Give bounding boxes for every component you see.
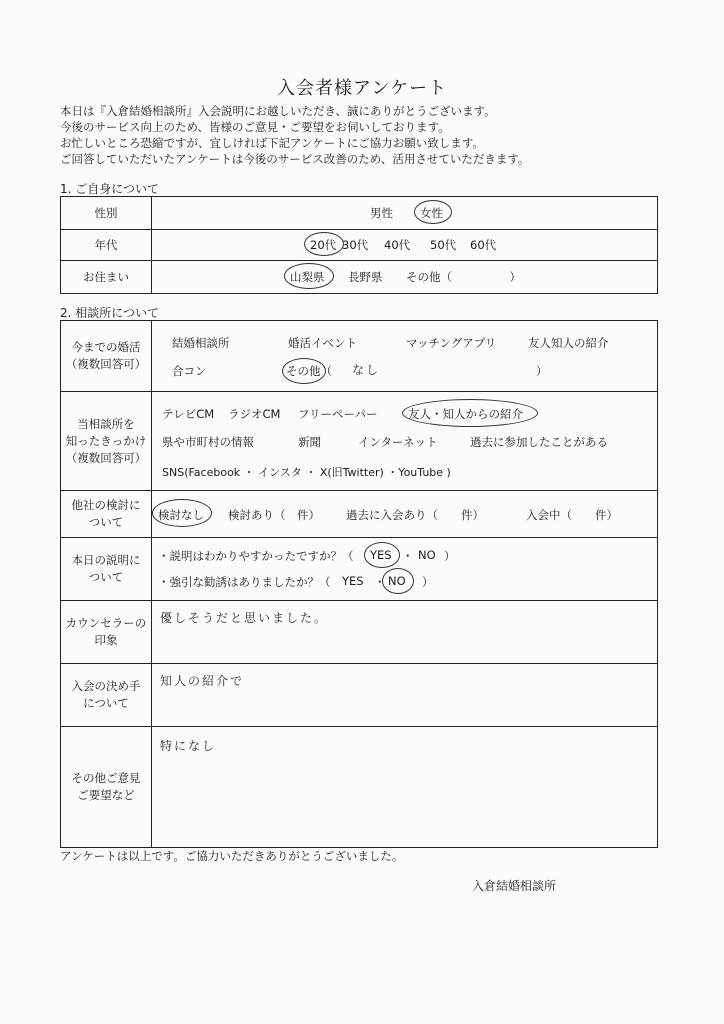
trigger-label-line3: （複数回答可） <box>65 450 147 465</box>
decision-label-line1: 入会の決め手 <box>71 679 141 693</box>
age-option-40s[interactable]: 40代 <box>384 238 411 252</box>
explanation-q1-no[interactable]: NO <box>418 548 436 562</box>
other-agency-option-none[interactable]: 検討なし <box>158 508 204 522</box>
past-option-event[interactable]: 婚活イベント <box>288 336 357 350</box>
trigger-option-past-event[interactable]: 過去に参加したことがある <box>470 435 608 449</box>
closing-message: アンケートは以上です。ご協力いただきありがとうございました。 <box>60 849 404 863</box>
past-activity-options <box>152 321 658 392</box>
counselor-label-line1: カウンセラーの <box>65 616 147 630</box>
comments-handwritten-answer: 特になし <box>160 739 217 753</box>
counselor-handwritten-answer: 優しそうだと思いました。 <box>160 611 329 625</box>
trigger-option-internet[interactable]: インターネット <box>358 435 438 449</box>
explanation-q2-text: ・強引な勧誘はありましたか？（ <box>158 575 331 589</box>
past-option-agency[interactable]: 結婚相談所 <box>172 336 230 350</box>
residence-label: お住まい <box>61 261 152 294</box>
trigger-option-friend[interactable]: 友人・知人からの紹介 <box>408 407 523 421</box>
age-label: 年代 <box>61 230 152 261</box>
past-option-app[interactable]: マッチングアプリ <box>406 336 497 350</box>
trigger-option-municipal[interactable]: 県や市町村の情報 <box>162 435 254 449</box>
organization-name: 入倉結婚相談所 <box>472 879 557 893</box>
residence-options <box>152 261 658 294</box>
past-handwritten-answer: なし <box>352 363 381 377</box>
trigger-option-sns[interactable]: SNS(Facebook ・ インスタ ・ X(旧Twitter) ・YouTube ) <box>162 466 451 479</box>
trigger-label <box>61 392 152 491</box>
explanation-label-line1: 本日の説明に <box>71 553 141 567</box>
selection-circle <box>402 399 538 427</box>
trigger-option-radio[interactable]: ラジオCM <box>228 407 281 421</box>
selection-circle <box>364 542 400 568</box>
age-option-60s[interactable]: 60代 <box>470 238 497 252</box>
comments-label <box>61 727 152 848</box>
selection-circle <box>382 568 414 594</box>
comments-label-line2: ご要望など <box>77 788 135 802</box>
explanation-questions <box>152 538 658 601</box>
age-option-30s[interactable]: 30代 <box>342 238 369 252</box>
intro-line-1: 本日は『入倉結婚相談所』入会説明にお越しいただき、誠にありがとうございます。 <box>60 104 496 118</box>
trigger-label-line1: 当相談所を <box>77 416 135 431</box>
selection-circle <box>414 200 452 224</box>
trigger-option-tv[interactable]: テレビCM <box>162 407 215 421</box>
gender-option-female[interactable]: 女性 <box>420 206 443 220</box>
gender-options <box>152 197 658 230</box>
past-option-friend[interactable]: 友人知人の紹介 <box>528 336 609 350</box>
decision-label-line2: について <box>83 696 129 710</box>
trigger-options <box>152 392 658 491</box>
explanation-label <box>61 538 152 601</box>
section-2-heading: 2. 相談所について <box>60 306 160 320</box>
age-options <box>152 230 658 261</box>
other-agency-options <box>152 491 658 538</box>
past-option-other[interactable]: その他（ <box>286 364 332 378</box>
explanation-q1-yes[interactable]: YES <box>370 548 392 562</box>
past-activity-label-line2: （複数回答可） <box>65 357 147 371</box>
other-agency-option-considering[interactable]: 検討あり（ 件） <box>228 508 320 522</box>
other-agency-label-line1: 他社の検討に <box>71 498 141 512</box>
selection-circle <box>282 358 326 384</box>
explanation-q2-separator: ・ <box>374 575 386 589</box>
other-agency-label-line2: ついて <box>88 515 124 529</box>
other-agency-option-past-member[interactable]: 過去に入会あり（ 件） <box>346 508 484 522</box>
selection-circle <box>284 263 334 289</box>
explanation-q1-separator: ・ <box>402 549 414 563</box>
section-2-table <box>60 320 658 848</box>
comments-label-line1: その他ご意見 <box>71 771 141 785</box>
trigger-option-freepaper[interactable]: フリーペーパー <box>298 407 378 421</box>
page-title: 入会者様アンケート <box>277 78 447 99</box>
selection-circle <box>152 499 212 527</box>
section-1-heading: 1. ご自身について <box>60 182 160 196</box>
explanation-q1-text: ・説明はわかりやすかったですか？（ <box>158 549 354 563</box>
section-1-table <box>60 196 658 294</box>
counselor-label-line2: 印象 <box>94 633 118 647</box>
residence-option-yamanashi[interactable]: 山梨県 <box>290 270 325 284</box>
gender-option-male[interactable]: 男性 <box>370 206 393 220</box>
other-agency-option-current-member[interactable]: 入会中（ 件） <box>526 508 618 522</box>
past-option-gokon[interactable]: 合コン <box>172 364 207 378</box>
decision-answer-cell <box>152 664 658 727</box>
explanation-q2-yes[interactable]: YES <box>342 574 364 588</box>
residence-option-nagano[interactable]: 長野県 <box>348 270 383 284</box>
age-option-20s[interactable]: 20代 <box>310 238 337 252</box>
explanation-q2-close: ） <box>422 575 434 589</box>
intro-line-2: 今後のサービス向上のため、皆様のご意見・ご要望をお伺いしております。 <box>60 120 450 134</box>
explanation-q2-no[interactable]: NO <box>388 574 406 588</box>
decision-handwritten-answer: 知人の紹介で <box>160 674 245 688</box>
intro-line-3: お忙しいところ恐縮ですが、宜しければ下記アンケートにご協力お願い致します。 <box>60 136 484 150</box>
selection-circle <box>304 232 344 256</box>
gender-label: 性別 <box>61 197 152 230</box>
intro-line-4: ご回答していただいたアンケートは今後のサービス改善のため、活用させていただきます。 <box>60 152 530 166</box>
decision-label <box>61 664 152 727</box>
past-activity-label <box>61 321 152 392</box>
age-option-50s[interactable]: 50代 <box>430 238 457 252</box>
past-option-close: ） <box>536 364 548 378</box>
counselor-answer-cell <box>152 601 658 664</box>
trigger-option-newspaper[interactable]: 新聞 <box>298 435 321 449</box>
past-activity-label-line1: 今までの婚活 <box>71 340 141 354</box>
explanation-q1-close: ） <box>444 549 456 563</box>
residence-option-other[interactable]: その他（ ） <box>406 270 521 284</box>
explanation-label-line2: ついて <box>88 570 124 584</box>
counselor-label <box>61 601 152 664</box>
other-agency-label <box>61 491 152 538</box>
trigger-label-line2: 知ったきっかけ <box>65 433 147 448</box>
comments-answer-cell <box>152 727 658 848</box>
